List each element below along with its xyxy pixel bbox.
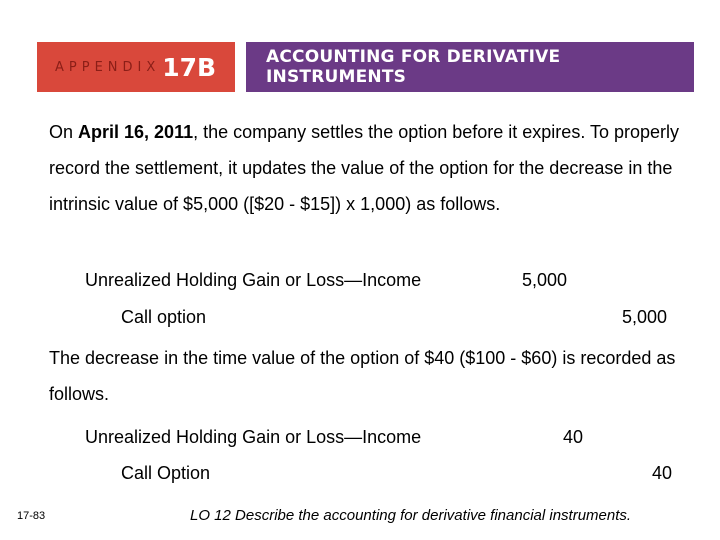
para1-prefix: On <box>49 122 79 142</box>
settlement-paragraph <box>49 114 689 222</box>
entry1-debit-account: Unrealized Holding Gain or Loss—Income <box>85 270 422 290</box>
entry1-credit-amount: 5,000 <box>622 307 668 327</box>
appendix-number: 17B <box>162 52 217 82</box>
page-number: 17-83 <box>17 510 46 522</box>
appendix-label: APPENDIX <box>55 59 161 75</box>
entry1-credit-account: Call option <box>121 307 207 327</box>
chapter-title-banner <box>246 42 694 92</box>
entry2-credit-amount: 40 <box>652 463 673 483</box>
para1-text: , the company settles the option before it expires. To properly record the settlement, it updates the value of the option for the decrease in the intrinsic value of $5,000 ([$20 - $15]) x 1,000) as follows. <box>49 122 680 214</box>
entry1-debit-amount: 5,000 <box>522 270 568 290</box>
entry2-debit-amount: 40 <box>563 427 584 447</box>
entry2-credit-account: Call Option <box>121 463 211 483</box>
time-value-paragraph: The decrease in the time value of the option of $40 ($100 - $60) is recorded as follows. <box>49 348 676 404</box>
learning-objective: LO 12 Describe the accounting for derivative financial instruments. <box>190 507 632 524</box>
chapter-title: ACCOUNTING FOR DERIVATIVE INSTRUMENTS <box>266 47 561 87</box>
settlement-date: April 16, 2011 <box>78 122 194 142</box>
appendix-banner <box>37 42 235 92</box>
entry2-debit-account: Unrealized Holding Gain or Loss—Income <box>85 427 422 447</box>
